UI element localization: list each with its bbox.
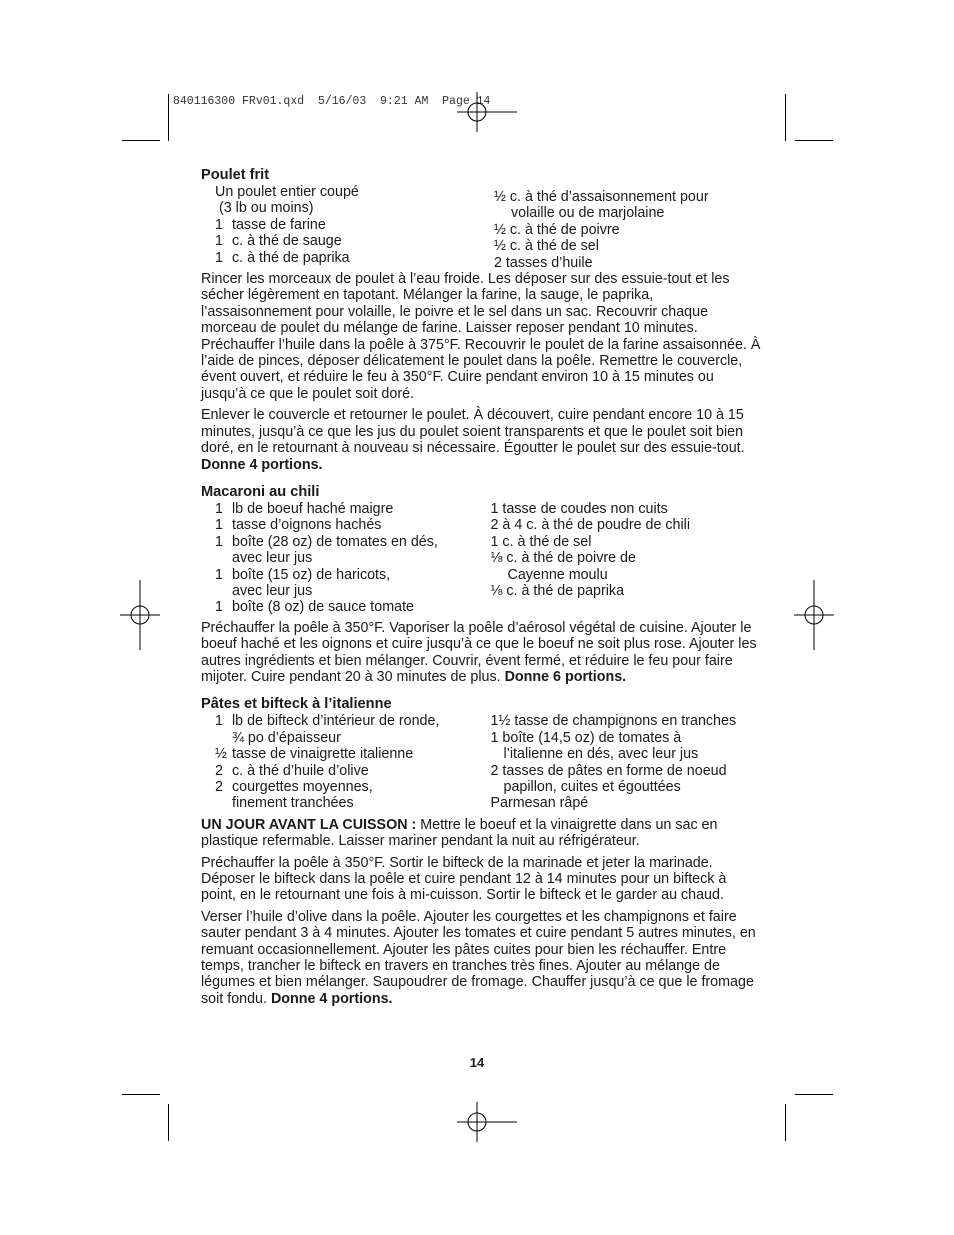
crop-mark [785, 94, 786, 141]
recipe-pates-et-bifteck [201, 696, 761, 1007]
ingredient-qty: 1 [215, 233, 223, 250]
ingredient: 2 tasses d’huile [494, 254, 593, 271]
crop-mark [795, 140, 833, 141]
ingredient: 2 à 4 c. à thé de poudre de chili [490, 517, 691, 534]
ingredients-right [486, 713, 762, 811]
instructions-text: Enlever le couvercle et retourner le poulet. À découvert, cuire pendant encore 10 à 15 minutes, jusqu’à ce que les jus du poulet soient transparents et que le poulet soit bien doré, en le retournant à nouveau si nécessaire. Égoutter le poulet sur des essuie-tout. [201, 407, 745, 457]
ingredient [215, 599, 486, 615]
ingredients-right [486, 501, 762, 616]
ingredient: avec leur jus [232, 550, 313, 567]
ingredient: ½ c. à thé de poivre [494, 221, 620, 238]
recipe-poulet-frit [201, 167, 761, 473]
ingredient-text: lb de bifteck d’intérieur de ronde, [232, 713, 440, 730]
recipe-page-content [201, 167, 761, 1012]
ingredient [215, 534, 486, 550]
crop-mark [785, 1104, 786, 1141]
ingredient-qty: 1 [215, 713, 223, 730]
ingredient-text: courgettes moyennes, [232, 779, 373, 795]
ingredient: 1 tasse de coudes non cuits [490, 500, 668, 517]
ingredient-qty: 1 [215, 566, 223, 583]
ingredient [215, 779, 486, 795]
ingredient-qty: 1 [215, 517, 223, 534]
ingredient [215, 217, 482, 233]
servings: Donne 4 portions. [270, 990, 393, 1007]
ingredient-text: boîte (8 oz) de sauce tomate [232, 599, 414, 616]
ingredient: Cayenne moulu [507, 566, 608, 583]
instructions [201, 817, 761, 850]
ingredient [215, 501, 486, 517]
ingredient-qty: 1 [215, 500, 223, 517]
recipe-macaroni-au-chili [201, 484, 761, 685]
ingredient [215, 567, 486, 583]
ingredient: (3 lb ou moins) [215, 200, 314, 217]
ingredient-qty: 1 [215, 249, 223, 266]
ingredient-text: lb de boeuf haché maigre [232, 500, 394, 517]
ingredient: ¾ po d’épaisseur [232, 729, 341, 746]
ingredient-list [201, 713, 761, 811]
ingredient-qty: 1 [215, 533, 223, 550]
registration-mark-icon [457, 1102, 517, 1142]
ingredient: finement tranchées [232, 795, 354, 812]
ingredient: 2 tasses de pâtes en forme de noeud [490, 762, 727, 779]
ingredient-text: c. à thé d’huile d’olive [232, 762, 369, 779]
ingredient: 1 c. à thé de sel [490, 533, 592, 550]
ingredient-text: c. à thé de paprika [232, 249, 350, 266]
ingredient: l’italienne en dés, avec leur jus [503, 746, 699, 763]
ingredient-qty: 2 [215, 762, 223, 779]
ingredient [215, 746, 486, 762]
servings: Donne 6 portions. [504, 668, 627, 685]
recipe-title: Macaroni au chili [201, 483, 320, 500]
ingredient-text: boîte (15 oz) de haricots, [232, 566, 391, 583]
instructions-text: Mettre le boeuf et la vinaigrette dans un sac en plastique refermable. Laisser mariner pendant la nuit au réfrigérateur. [201, 816, 718, 850]
registration-mark-icon [120, 580, 160, 650]
recipe-title: Poulet frit [201, 167, 270, 183]
printer-slug: 840116300 FRv01.qxd 5/16/03 9:21 AM Page 14 [173, 95, 491, 108]
ingredient: 1½ tasse de champignons en tranches [490, 713, 737, 730]
recipe-title: Pâtes et bifteck à l’italienne [201, 696, 392, 713]
crop-mark [168, 94, 169, 141]
ingredient-list [201, 501, 761, 616]
ingredient-qty: ½ [215, 746, 227, 763]
ingredient-list [201, 184, 761, 271]
instructions [201, 407, 761, 473]
ingredient: papillon, cuites et égouttées [503, 779, 681, 795]
ingredient: ½ c. à thé d’assaisonnement pour [494, 189, 709, 205]
crop-mark [122, 140, 160, 141]
instructions: Préchauffer la poêle à 350°F. Sortir le bifteck de la marinade et jeter la marinade. Déposer le bifteck dans la poêle et cuire pendant 12 à 14 minutes pour un bifteck à point, en le retournant une fois à mi-cuisson. Sortir le bifteck et le garder au chaud. [201, 854, 727, 904]
ingredients-left [201, 501, 486, 616]
instructions-text: Préchauffer la poêle à 350°F. Vaporiser la poêle d’aérosol végétal de cuisine. Ajouter le boeuf haché et les oignons et cuire jusqu’à ce que le boeuf ne soit plus rose. Ajouter les autres ingrédients et bien mélanger. Couvrir, évent fermé, et réduire le feu pour faire mijoter. Cuire pendant 20 à 30 minutes de plus. [201, 619, 757, 685]
ingredients-left [201, 184, 482, 271]
instructions-text: Verser l’huile d’olive dans la poêle. Ajouter les courgettes et les champignons et faire sauter pendant 3 à 4 minutes. Ajouter les tomates et cuire pendant 5 autres minutes, en remuant occasionnellement. Ajouter les pâtes cuites pour bien les réchauffer. Entre temps, trancher le bifteck en travers en tranches très fines. Ajouter au mélange de légumes et bien mélanger. Saupoudrer de fromage. Chauffer jusqu’à ce que le fromage soit fondu. [201, 908, 756, 1007]
ingredient: 1 boîte (14,5 oz) de tomates à [490, 729, 682, 746]
crop-mark [795, 1094, 833, 1095]
instructions [201, 909, 761, 1007]
ingredient-qty: 1 [215, 216, 223, 233]
ingredient-qty: 2 [215, 779, 223, 795]
ingredient [215, 713, 486, 729]
ingredient: Un poulet entier coupé [215, 184, 359, 200]
registration-mark-icon [457, 92, 517, 132]
ingredient-text: c. à thé de sauge [232, 233, 342, 250]
crop-mark [168, 1104, 169, 1141]
ingredient-text: tasse d’oignons hachés [232, 517, 382, 534]
ingredient-text: boîte (28 oz) de tomates en dés, [232, 533, 438, 550]
ingredient: avec leur jus [232, 582, 313, 599]
ingredient-text: tasse de farine [232, 216, 326, 233]
ingredient-qty: 1 [215, 599, 223, 616]
ingredient: ½ c. à thé de sel [494, 238, 599, 255]
servings: Donne 4 portions. [201, 456, 323, 473]
ingredients-right [482, 184, 761, 271]
ingredients-left [201, 713, 486, 811]
ingredient [215, 763, 486, 779]
ingredient: ⅛ c. à thé de poivre de [490, 550, 636, 567]
instructions [201, 620, 761, 686]
page-number: 14 [469, 1055, 485, 1070]
instructions-lead: UN JOUR AVANT LA CUISSON : [201, 816, 417, 833]
instructions: Rincer les morceaux de poulet à l’eau froide. Les déposer sur des essuie-tout et les sécher légèrement en tapotant. Mélanger la farine, la sauge, le paprika, l’assaisonnement pour volaille, le poivre et le sel dans un sac. Recouvrir chaque morceau de poulet du mélange de farine. Laisser reposer pendant 10 minutes. Préchauffer l’huile dans la poêle à 375°F. Recouvrir le poulet de la farine assaisonnée. À l’aide de pinces, déposer délicatement le poulet dans la poêle. Remettre le couvercle, évent ouvert, et réduire le feu à 350°F. Cuire pendant environ 10 à 15 minutes ou jusqu’à ce que le poulet soit doré. [201, 271, 761, 402]
ingredient [215, 517, 486, 533]
crop-mark [122, 1094, 160, 1095]
ingredient: Parmesan râpé [490, 795, 589, 812]
ingredient [215, 233, 482, 249]
registration-mark-icon [794, 580, 834, 650]
ingredient: ⅛ c. à thé de paprika [490, 582, 625, 599]
ingredient: volaille ou de marjolaine [511, 205, 665, 222]
ingredient [215, 250, 482, 266]
ingredient-text: tasse de vinaigrette italienne [232, 746, 414, 763]
